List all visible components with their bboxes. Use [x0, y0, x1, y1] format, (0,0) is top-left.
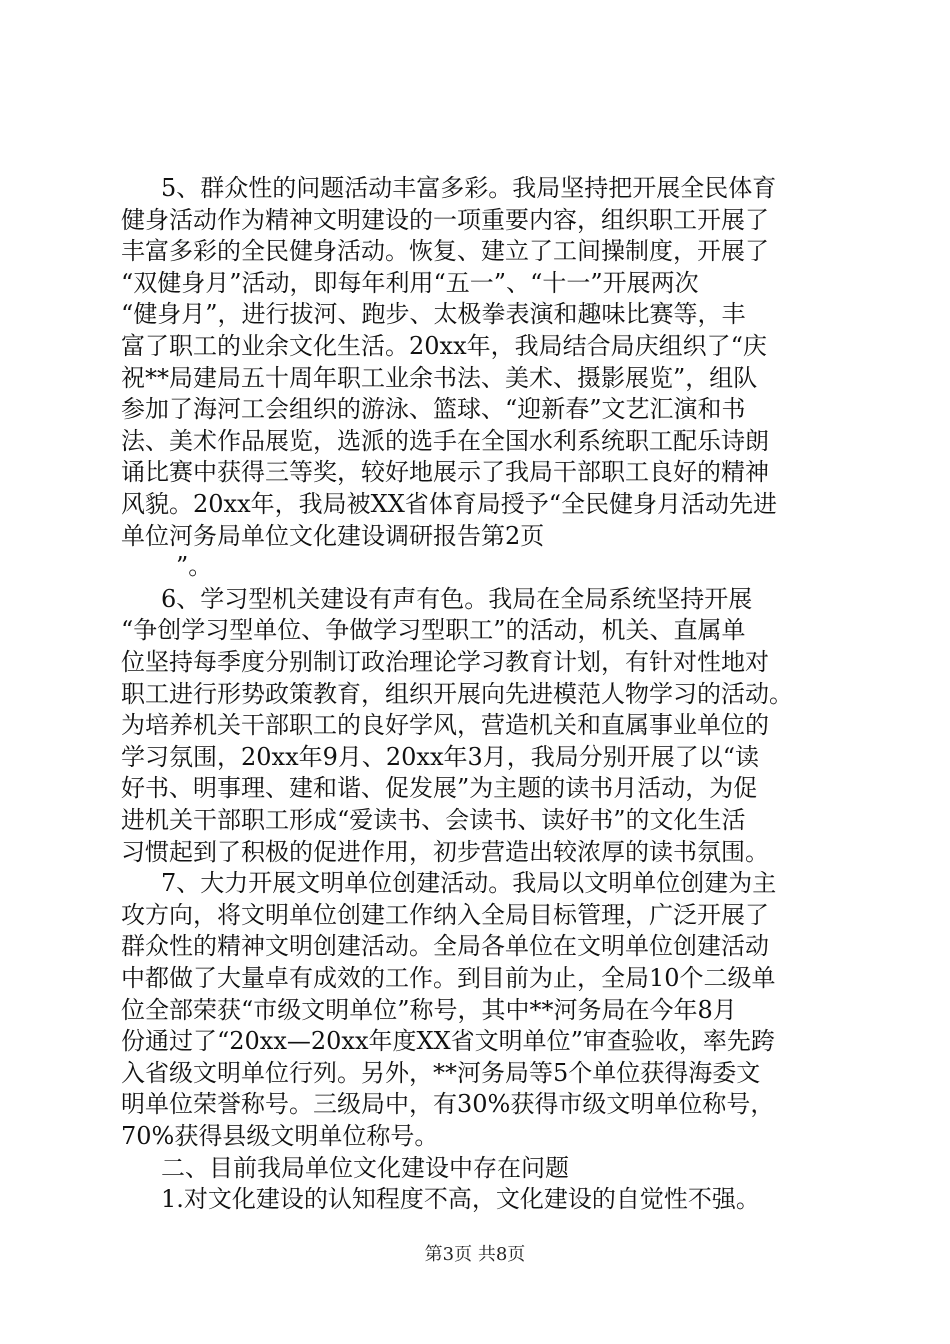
text-line: 为培养机关干部职工的良好学风，营造机关和直属事业单位的	[121, 711, 769, 739]
text-line: 学习氛围，20xx年9月、20xx年3月，我局分别开展了以“读	[121, 743, 760, 771]
text-line: 健身活动作为精神文明建设的一项重要内容，组织职工开展了	[121, 206, 769, 234]
text-line: 富了职工的业余文化生活。20xx年，我局结合局庆组织了“庆	[121, 332, 767, 360]
text-line: 职工进行形势政策教育，组织开展向先进模范人物学习的活动。	[121, 680, 793, 708]
text-line: “健身月”，进行拔河、跑步、太极拳表演和趣味比赛等，丰	[121, 300, 746, 328]
text-line: 风貌。20xx年，我局被XX省体育局授予“全民健身月活动先进	[121, 490, 778, 518]
text-line: 7、大力开展文明单位创建活动。我局以文明单位创建为主	[161, 869, 777, 897]
text-line: 祝**局建局五十周年职工业余书法、美术、摄影展览”，组队	[121, 364, 758, 392]
text-line: “双健身月”活动，即每年利用“五一”、“十一”开展两次	[121, 269, 699, 297]
text-line: 单位河务局单位文化建设调研报告第2页	[121, 522, 545, 550]
text-line: 参加了海河工会组织的游泳、篮球、“迎新春”文艺汇演和书	[121, 395, 746, 423]
text-line: 攻方向，将文明单位创建工作纳入全局目标管理，广泛开展了	[121, 901, 769, 929]
text-line: 6、学习型机关建设有声有色。我局在全局系统坚持开展	[161, 585, 753, 613]
section-heading: 二、目前我局单位文化建设中存在问题	[161, 1154, 569, 1182]
text-line: 1.对文化建设的认知程度不高，文化建设的自觉性不强。	[161, 1185, 760, 1213]
text-line: 诵比赛中获得三等奖，较好地展示了我局干部职工良好的精神	[121, 458, 769, 486]
text-line: 位坚持每季度分别制订政治理论学习教育计划，有针对性地对	[121, 648, 769, 676]
text-line: “争创学习型单位、争做学习型职工”的活动，机关、直属单	[121, 616, 746, 644]
text-line: 群众性的精神文明创建活动。全局各单位在文明单位创建活动	[121, 932, 769, 960]
page-number: 第3页 共8页	[424, 1244, 526, 1265]
text-line: 位全部荣获“市级文明单位”称号，其中**河务局在今年8月	[121, 996, 737, 1024]
text-line: 明单位荣誉称号。三级局中，有30%获得市级文明单位称号，	[121, 1090, 775, 1118]
text-line: 丰富多彩的全民健身活动。恢复、建立了工间操制度，开展了	[121, 237, 769, 265]
text-line: 份通过了“20xx—20xx年度XX省文明单位”审查验收，率先跨	[121, 1027, 775, 1055]
text-line: 5、群众性的问题活动丰富多彩。我局坚持把开展全民体育	[161, 174, 777, 202]
text-line: 好书、明事理、建和谐、促发展”为主题的读书月活动，为促	[121, 774, 758, 802]
text-line: 进机关干部职工形成“爱读书、会读书、读好书”的文化生活	[121, 806, 746, 834]
text-line: 法、美术作品展览，选派的选手在全国水利系统职工配乐诗朗	[121, 427, 769, 455]
text-line: 习惯起到了积极的促进作用，初步营造出较浓厚的读书氛围。	[121, 838, 769, 866]
text-line: 70%获得县级文明单位称号。	[121, 1122, 439, 1150]
text-line: ”。	[176, 552, 213, 580]
text-line: 中都做了大量卓有成效的工作。到目前为止，全局10个二级单	[121, 964, 776, 992]
text-line: 入省级文明单位行列。另外，**河务局等5个单位获得海委文	[121, 1059, 761, 1087]
